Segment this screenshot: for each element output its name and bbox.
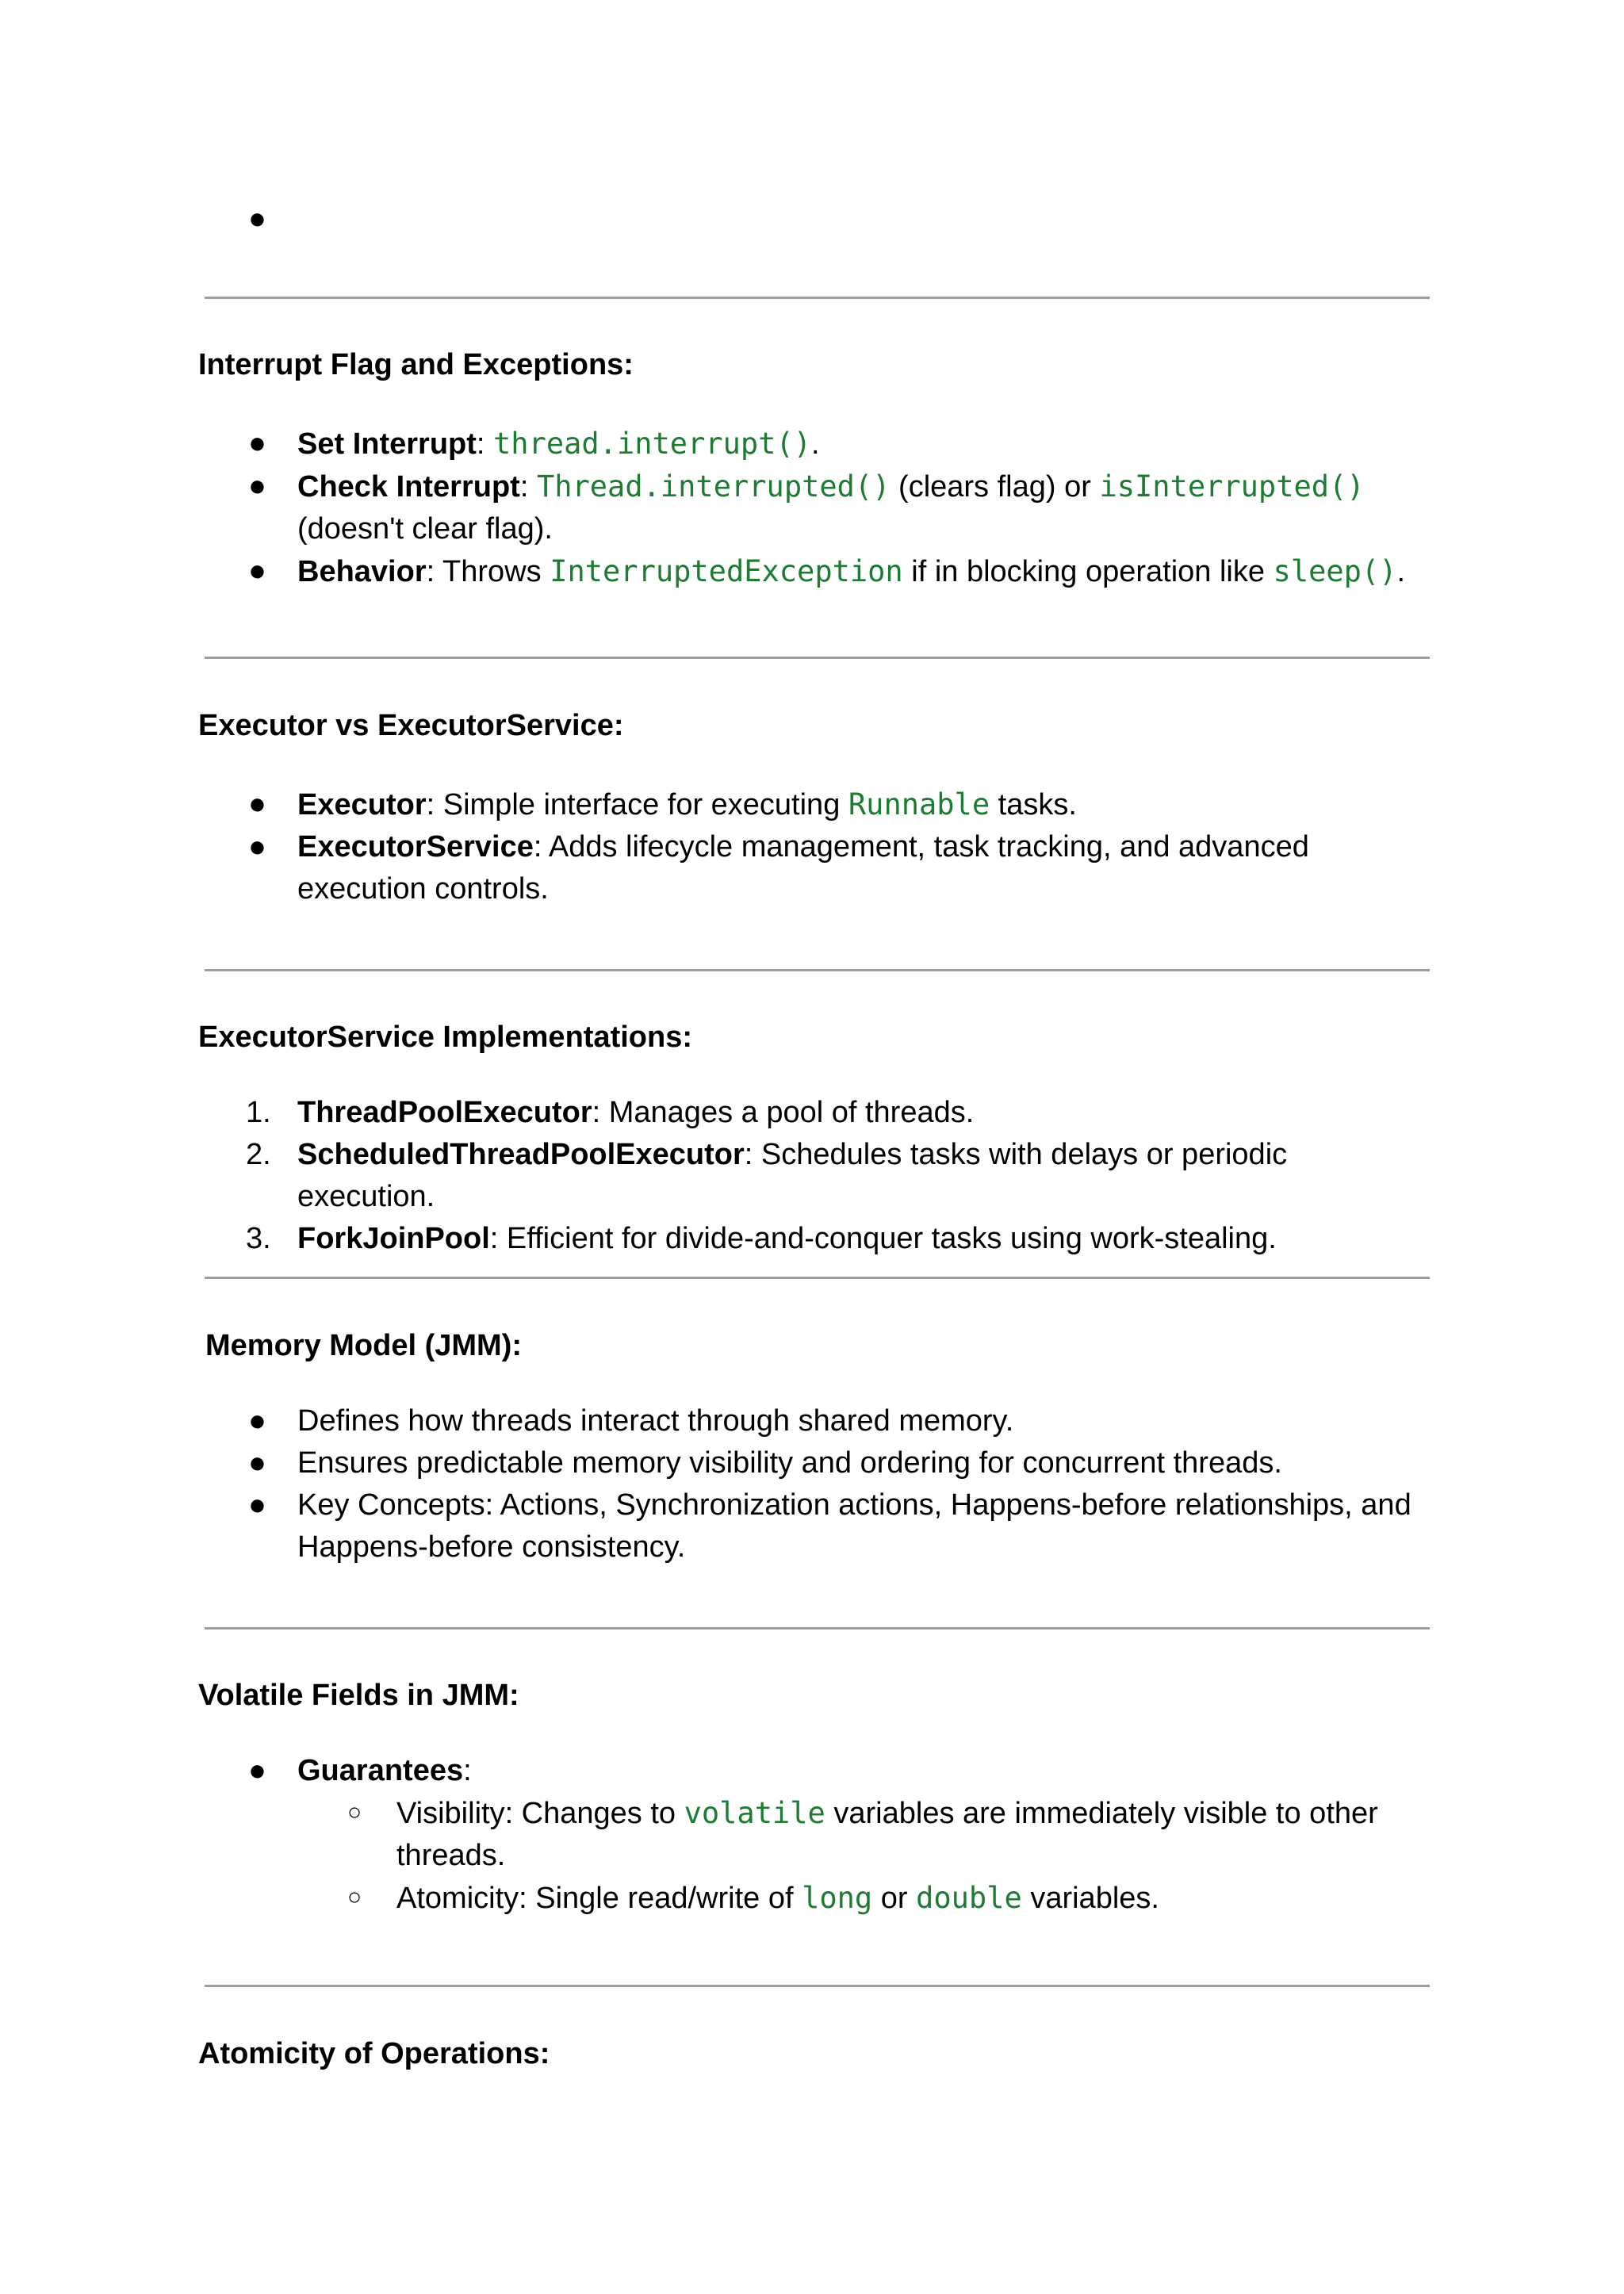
list-item — [0, 1442, 1431, 1484]
section-heading-executor: Executor vs ExecutorService: — [198, 709, 624, 742]
sub-list-item — [0, 1877, 1388, 1920]
item-text: . — [1396, 555, 1406, 588]
item-text: variables are immediately visible to other threads. — [396, 1797, 1378, 1872]
volatile-list — [0, 1750, 1431, 1920]
bullet-marker: ● — [248, 427, 266, 460]
list-number: 2. — [246, 1138, 271, 1171]
sub-bullet-marker: ○ — [347, 1884, 362, 1910]
item-label: ForkJoinPool — [297, 1222, 490, 1255]
code-snippet: Runnable — [848, 787, 990, 821]
code-snippet: volatile — [684, 1796, 825, 1830]
item-text: : — [463, 1754, 472, 1787]
divider — [205, 1985, 1430, 1987]
item-text: if in blocking operation like — [902, 555, 1274, 588]
item-text: : Schedules tasks with delays or periodic execution. — [297, 1138, 1288, 1213]
item-label: Set Interrupt — [297, 427, 477, 461]
code-snippet: InterruptedException — [550, 554, 903, 588]
code-snippet: double — [916, 1881, 1022, 1915]
item-label: Guarantees — [297, 1754, 464, 1787]
item-label: Behavior — [297, 555, 427, 588]
bullet-marker: ● — [248, 1446, 266, 1480]
bullet-marker: ● — [248, 787, 266, 821]
code-snippet: Thread.interrupted() — [536, 469, 891, 504]
bullet-marker: ● — [248, 1754, 266, 1787]
bullet-marker: ● — [248, 1404, 266, 1438]
list-item — [0, 826, 1431, 910]
item-text: : Efficient for divide-and-conquer tasks using work-stealing. — [489, 1222, 1277, 1255]
code-snippet: sleep() — [1273, 554, 1397, 588]
empty-bullet: ● — [248, 202, 266, 236]
jmm-list — [0, 1400, 1431, 1568]
list-item — [0, 550, 1431, 593]
interrupt-list — [0, 423, 1431, 593]
item-text: or — [872, 1882, 917, 1915]
item-text: (doesn't clear flag). — [297, 512, 553, 546]
implementations-list — [0, 1092, 1431, 1260]
item-label: ScheduledThreadPoolExecutor — [297, 1138, 745, 1171]
list-item — [0, 423, 1431, 465]
section-heading-volatile: Volatile Fields in JMM: — [198, 1679, 519, 1712]
list-item — [0, 783, 1431, 826]
list-item — [0, 465, 1431, 550]
item-text: Ensures predictable memory visibility and ordering for concurrent threads. — [297, 1446, 1282, 1480]
section-heading-jmm: Memory Model (JMM): — [205, 1329, 522, 1362]
code-snippet: thread.interrupt() — [493, 427, 811, 461]
item-text: (clears flag) or — [890, 470, 1100, 504]
bullet-marker: ● — [248, 830, 266, 864]
item-text: Key Concepts: Actions, Synchronization actions, Happens-before relationships, and Happens-before consistency. — [297, 1488, 1411, 1564]
divider — [205, 1627, 1430, 1630]
list-item — [0, 1218, 1431, 1260]
executor-list — [0, 783, 1431, 910]
list-item — [0, 1092, 1431, 1134]
item-text: Visibility: Changes to — [396, 1797, 684, 1830]
bullet-marker: ● — [248, 554, 266, 588]
item-text: . — [811, 427, 820, 461]
divider — [205, 969, 1430, 971]
code-snippet: isInterrupted() — [1099, 469, 1365, 504]
item-text: Defines how threads interact through shared memory. — [297, 1404, 1014, 1438]
item-text: tasks. — [990, 788, 1077, 821]
bullet-marker: ● — [248, 1488, 266, 1522]
item-label: ExecutorService — [297, 830, 534, 864]
divider — [205, 297, 1430, 299]
item-text: Atomicity: Single read/write of — [396, 1882, 802, 1915]
section-heading-atomicity: Atomicity of Operations: — [198, 2037, 550, 2070]
list-number: 1. — [246, 1096, 271, 1129]
code-snippet: long — [802, 1881, 873, 1915]
item-label: ThreadPoolExecutor — [297, 1096, 592, 1129]
list-number: 3. — [246, 1222, 271, 1255]
list-item — [0, 1484, 1431, 1568]
sub-list-item — [0, 1792, 1388, 1877]
item-text: : Simple interface for executing — [426, 788, 848, 821]
item-label: Check Interrupt — [297, 470, 520, 504]
bullet-marker: ● — [248, 469, 266, 503]
list-item — [0, 1750, 1431, 1792]
item-text: : Throws — [426, 555, 550, 588]
sub-bullet-marker: ○ — [347, 1799, 362, 1825]
section-heading-implementations: ExecutorService Implementations: — [198, 1021, 692, 1054]
divider — [205, 657, 1430, 659]
item-text: variables. — [1021, 1882, 1159, 1915]
list-item — [0, 1134, 1431, 1218]
item-label: Executor — [297, 788, 427, 821]
item-text: : — [519, 470, 537, 504]
item-text: : Manages a pool of threads. — [592, 1096, 975, 1129]
divider — [205, 1277, 1430, 1279]
item-text: : Adds lifecycle management, task tracking, and advanced execution controls. — [297, 830, 1309, 906]
list-item — [0, 1400, 1431, 1442]
item-text: : — [476, 427, 494, 461]
section-heading-interrupt: Interrupt Flag and Exceptions: — [198, 348, 634, 381]
